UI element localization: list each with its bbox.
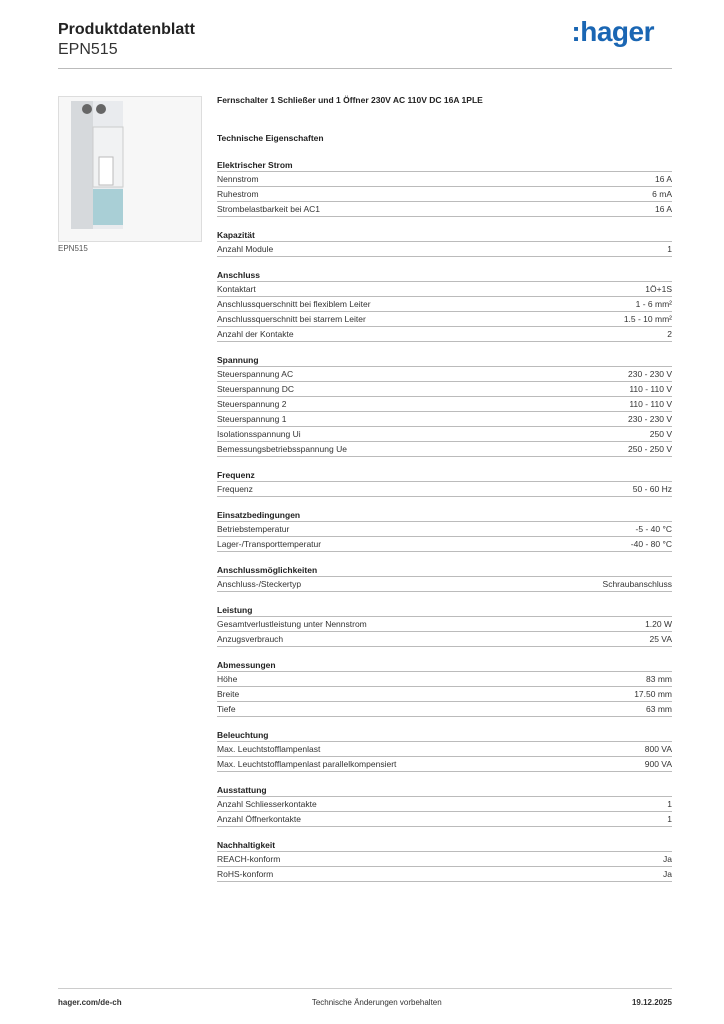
hager-logo: :hager — [571, 16, 654, 47]
spec-row — [217, 442, 672, 457]
spec-group-title: Elektrischer Strom — [217, 159, 672, 172]
spec-group — [217, 469, 672, 497]
spec-groups — [217, 159, 672, 882]
spec-value: 1 — [667, 244, 672, 254]
spec-value: 110 - 110 V — [629, 384, 672, 394]
spec-group-title: Nachhaltigkeit — [217, 839, 672, 852]
section-title: Technische Eigenschaften — [217, 133, 324, 143]
spec-group-title: Anschlussmöglichkeiten — [217, 564, 672, 577]
spec-label: Kontaktart — [217, 284, 256, 294]
footer-divider — [58, 988, 672, 989]
spec-label: Lager-/Transporttemperatur — [217, 539, 322, 549]
spec-label: Anzahl Module — [217, 244, 274, 254]
spec-group — [217, 839, 672, 882]
spec-row — [217, 522, 672, 537]
spec-value: 230 - 230 V — [628, 369, 672, 379]
spec-value: 1.5 - 10 mm² — [623, 314, 672, 324]
spec-group-title: Abmessungen — [217, 659, 672, 672]
spec-value: 230 - 230 V — [628, 414, 672, 424]
spec-value: 250 V — [649, 429, 672, 439]
spec-label: Bemessungsbetriebsspannung Ue — [217, 444, 347, 454]
spec-row — [217, 757, 672, 772]
spec-label: Strombelastbarkeit bei AC1 — [217, 204, 320, 214]
spec-row — [217, 382, 672, 397]
product-code: EPN515 — [58, 41, 118, 58]
spec-label: RoHS-konform — [217, 869, 274, 879]
spec-label: Max. Leuchtstofflampenlast — [217, 744, 321, 754]
spec-value: -40 - 80 °C — [630, 539, 672, 549]
spec-value: 900 VA — [644, 759, 672, 769]
spec-row — [217, 742, 672, 757]
spec-value: 2 — [667, 329, 672, 339]
spec-value: Ja — [663, 869, 672, 879]
spec-label: Breite — [217, 689, 240, 699]
spec-group — [217, 729, 672, 772]
spec-label: Anzahl Schliesserkontakte — [217, 799, 317, 809]
spec-value: 1 — [667, 799, 672, 809]
spec-row — [217, 172, 672, 187]
footer-website[interactable]: hager.com/de-ch — [58, 998, 122, 1007]
spec-row — [217, 687, 672, 702]
spec-group-title: Spannung — [217, 354, 672, 367]
spec-value: 50 - 60 Hz — [632, 484, 672, 494]
spec-row — [217, 632, 672, 647]
spec-value: 83 mm — [646, 674, 672, 684]
document-footer — [58, 998, 672, 1007]
spec-label: Anzahl der Kontakte — [217, 329, 294, 339]
spec-label: Steuerspannung 2 — [217, 399, 287, 409]
document-header — [58, 20, 195, 60]
spec-row — [217, 412, 672, 427]
spec-group — [217, 159, 672, 217]
spec-value: 1 - 6 mm² — [635, 299, 672, 309]
spec-label: Frequenz — [217, 484, 253, 494]
spec-value: Schraubanschluss — [602, 579, 672, 589]
spec-label: Steuerspannung AC — [217, 369, 294, 379]
spec-row — [217, 242, 672, 257]
spec-value: 25 VA — [649, 634, 672, 644]
spec-value: 16 A — [654, 174, 672, 184]
spec-label: Anschlussquerschnitt bei starrem Leiter — [217, 314, 366, 324]
spec-row — [217, 312, 672, 327]
spec-label: Tiefe — [217, 704, 236, 714]
spec-group-title: Einsatzbedingungen — [217, 509, 672, 522]
spec-row — [217, 297, 672, 312]
product-illustration — [59, 97, 201, 241]
spec-group — [217, 354, 672, 457]
spec-value: 17.50 mm — [634, 689, 672, 699]
spec-label: Anschluss-/Steckertyp — [217, 579, 302, 589]
spec-label: Betriebstemperatur — [217, 524, 290, 534]
spec-row — [217, 867, 672, 882]
spec-row — [217, 187, 672, 202]
spec-row — [217, 367, 672, 382]
spec-group-title: Anschluss — [217, 269, 672, 282]
spec-row — [217, 617, 672, 632]
spec-group — [217, 784, 672, 827]
spec-row — [217, 672, 672, 687]
spec-label: Höhe — [217, 674, 238, 684]
spec-group — [217, 269, 672, 342]
spec-row — [217, 202, 672, 217]
spec-group-title: Frequenz — [217, 469, 672, 482]
spec-row — [217, 537, 672, 552]
spec-label: Gesamtverlustleistung unter Nennstrom — [217, 619, 367, 629]
spec-value: 16 A — [654, 204, 672, 214]
header-divider — [58, 68, 672, 69]
spec-value: 1 — [667, 814, 672, 824]
spec-group-title: Kapazität — [217, 229, 672, 242]
spec-label: Steuerspannung 1 — [217, 414, 287, 424]
spec-label: Ruhestrom — [217, 189, 259, 199]
spec-group — [217, 509, 672, 552]
spec-group-title: Beleuchtung — [217, 729, 672, 742]
spec-label: Anzugsverbrauch — [217, 634, 284, 644]
spec-group-title: Ausstattung — [217, 784, 672, 797]
spec-row — [217, 427, 672, 442]
spec-label: REACH-konform — [217, 854, 281, 864]
spec-row — [217, 577, 672, 592]
spec-row — [217, 482, 672, 497]
document-title: Produktdatenblatt — [58, 21, 195, 38]
spec-group — [217, 604, 672, 647]
spec-row — [217, 852, 672, 867]
spec-row — [217, 327, 672, 342]
spec-row — [217, 797, 672, 812]
spec-label: Anschlussquerschnitt bei flexiblem Leiter — [217, 299, 371, 309]
spec-label: Nennstrom — [217, 174, 259, 184]
spec-value: 1.20 W — [645, 619, 672, 629]
product-image — [58, 96, 202, 242]
product-title: Fernschalter 1 Schließer und 1 Öffner 230V AC 110V DC 16A 1PLE — [217, 95, 483, 105]
spec-value: Ja — [663, 854, 672, 864]
spec-value: 6 mA — [652, 189, 672, 199]
footer-disclaimer: Technische Änderungen vorbehalten — [311, 998, 442, 1007]
spec-group — [217, 229, 672, 257]
spec-value: 63 mm — [646, 704, 672, 714]
spec-label: Anzahl Öffnerkontakte — [217, 814, 301, 824]
spec-group — [217, 564, 672, 592]
image-caption: EPN515 — [58, 244, 88, 253]
spec-label: Max. Leuchtstofflampenlast parallelkompensiert — [217, 759, 397, 769]
spec-content — [217, 95, 672, 894]
spec-row — [217, 397, 672, 412]
spec-label: Steuerspannung DC — [217, 384, 295, 394]
spec-value: -5 - 40 °C — [635, 524, 672, 534]
spec-group — [217, 659, 672, 717]
spec-label: Isolationsspannung Ui — [217, 429, 301, 439]
spec-value: 800 VA — [644, 744, 672, 754]
spec-value: 110 - 110 V — [629, 399, 672, 409]
footer-date: 19.12.2025 — [631, 998, 672, 1007]
spec-row — [217, 702, 672, 717]
spec-value: 250 - 250 V — [628, 444, 672, 454]
spec-row — [217, 812, 672, 827]
spec-row — [217, 282, 672, 297]
spec-value: 1Ö+1S — [645, 284, 672, 294]
spec-group-title: Leistung — [217, 604, 672, 617]
